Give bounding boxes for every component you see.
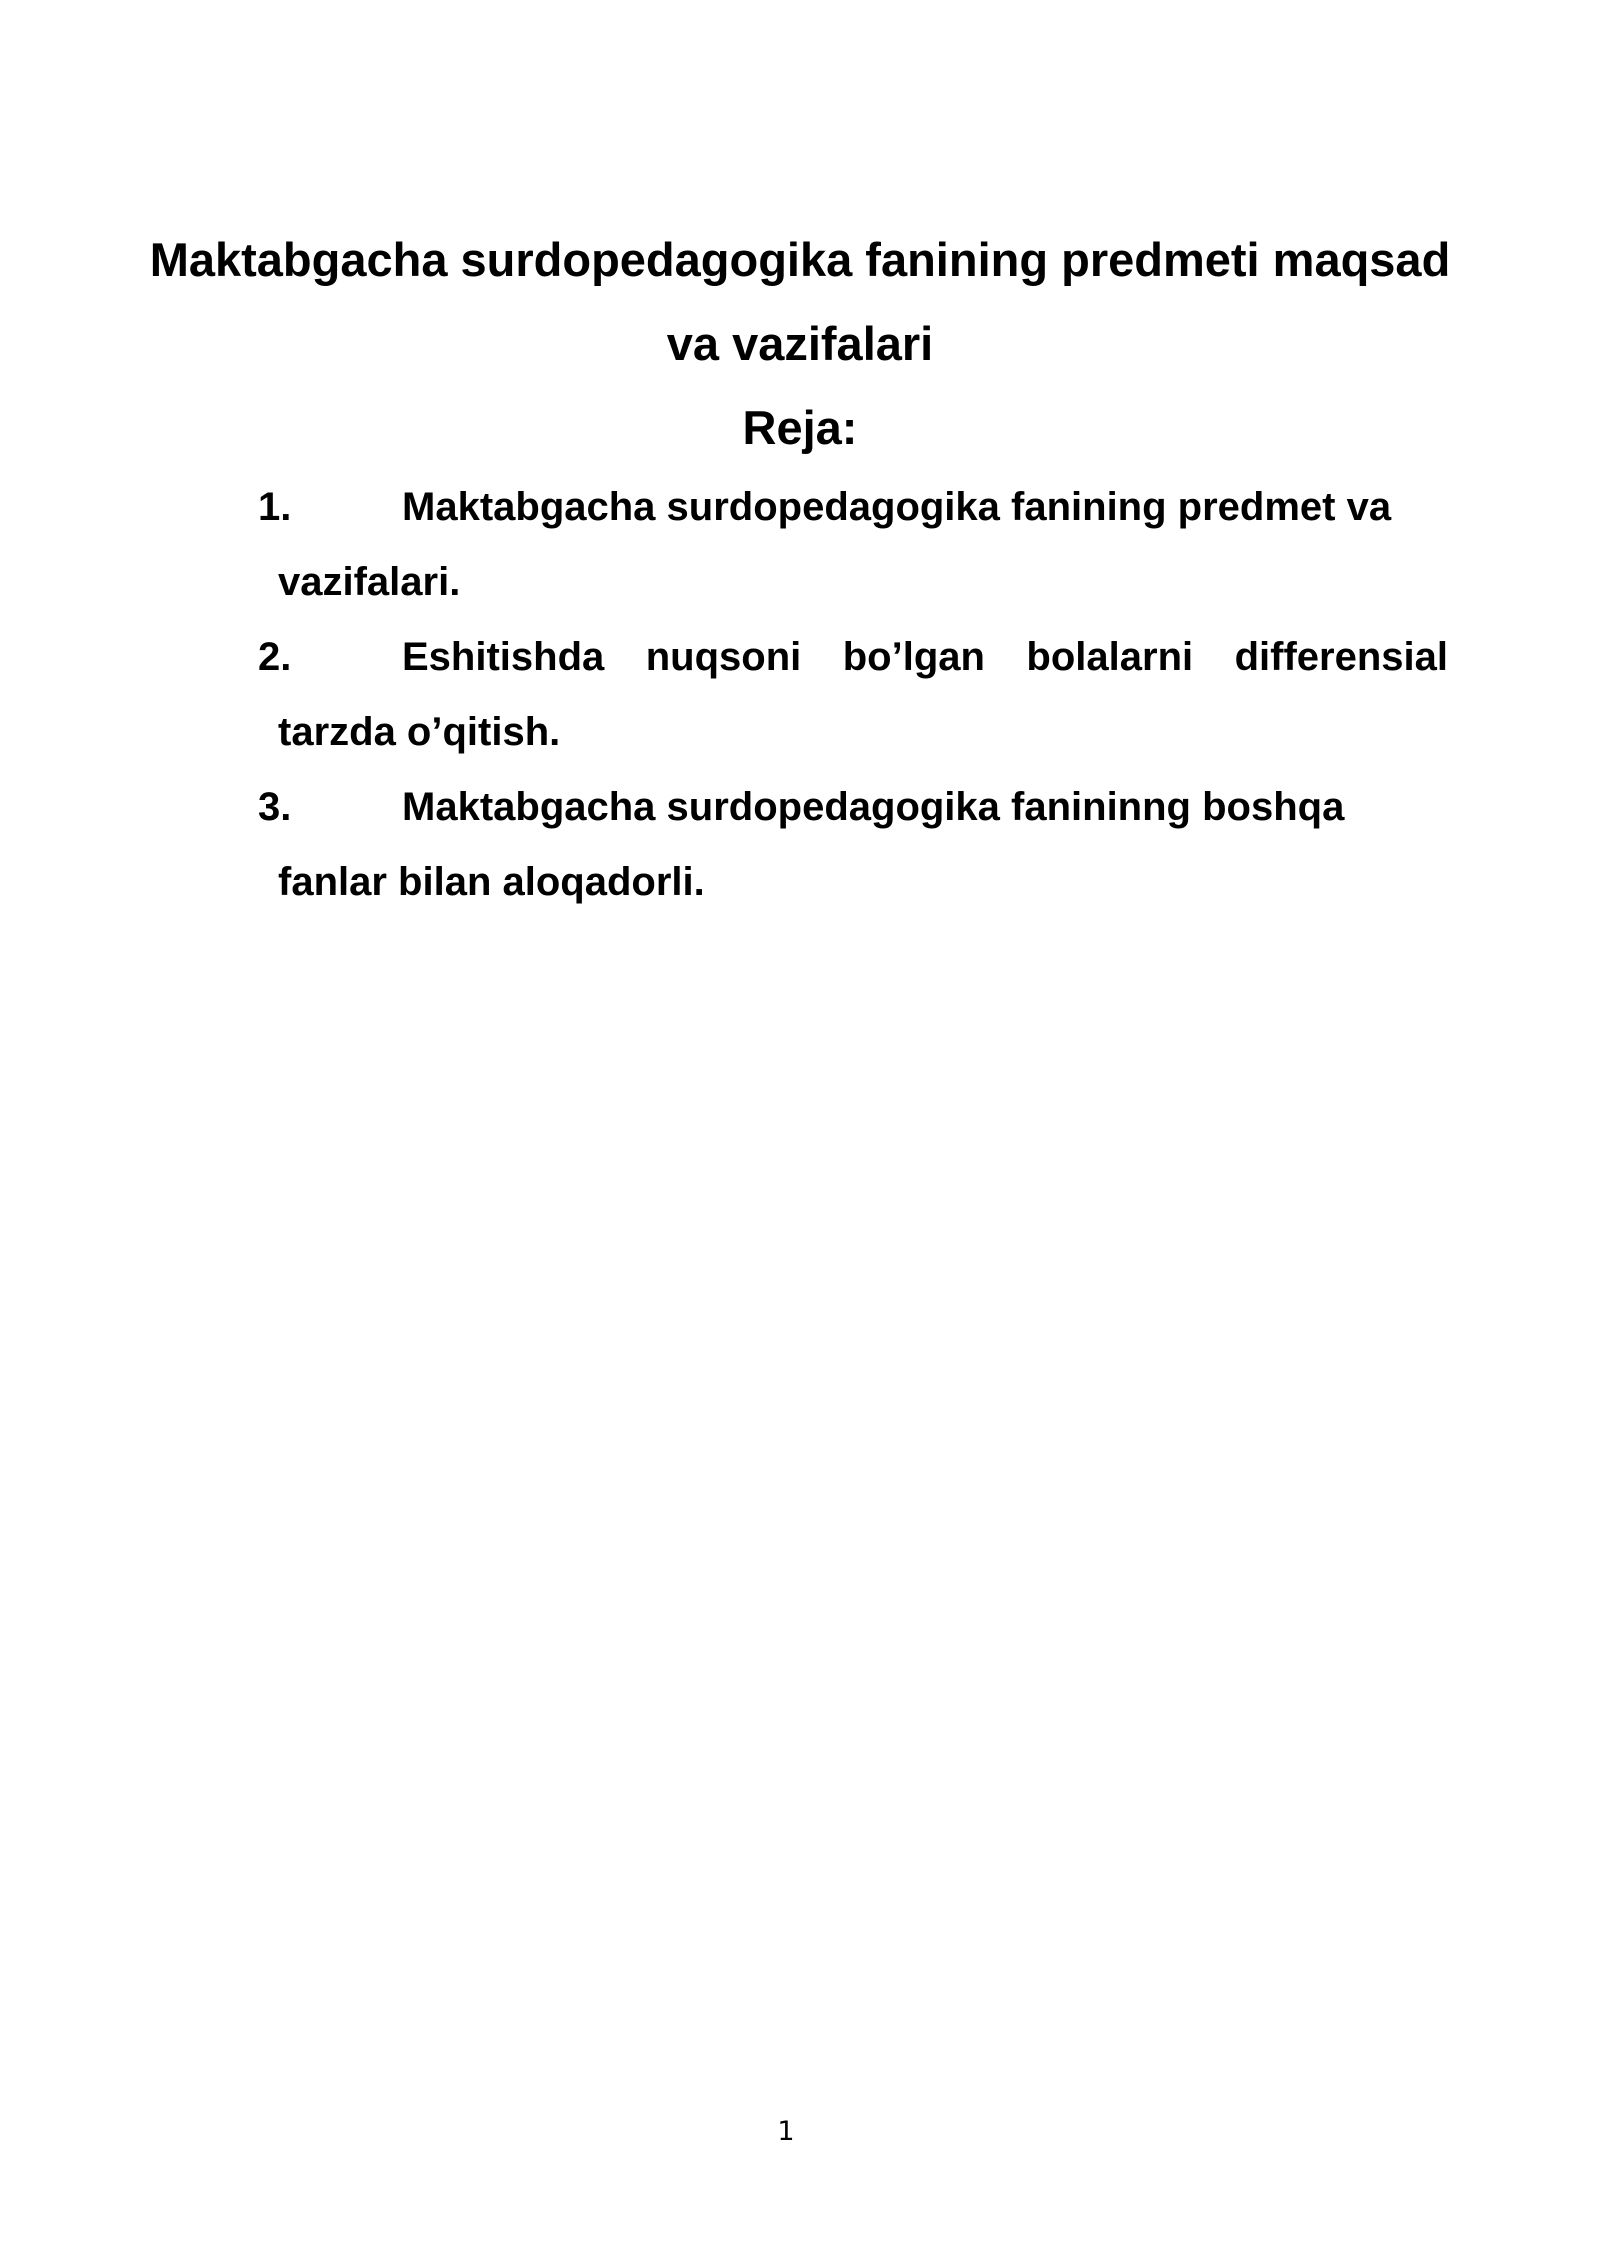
title-line-1: Maktabgacha surdopedagogika fanining predmeti maqsad (149, 233, 1451, 286)
plan-heading: Reja: (742, 401, 858, 454)
plan-item-text: Maktabgacha surdopedagogika fanining predmet va vazifalari. (278, 485, 1392, 604)
plan-item-3 (258, 770, 1458, 920)
plan-item-number: 1. (258, 485, 292, 529)
plan-item-text: Maktabgacha surdopedagogika fanininng boshqa fanlar bilan aloqadorli. (278, 785, 1345, 904)
plan-item-1 (258, 470, 1458, 620)
plan-list (258, 470, 1458, 920)
plan-item-2 (258, 620, 1458, 770)
page-number: 1 (777, 2116, 795, 2147)
plan-item-number: 3. (258, 785, 292, 829)
plan-item-text: Eshitishda nuqsoni bo’lgan bolalarni differensial tarzda o’qitish. (278, 635, 1448, 754)
title-line-2: va vazifalari (666, 317, 934, 370)
plan-item-number: 2. (258, 635, 292, 679)
document-title (100, 218, 1500, 386)
